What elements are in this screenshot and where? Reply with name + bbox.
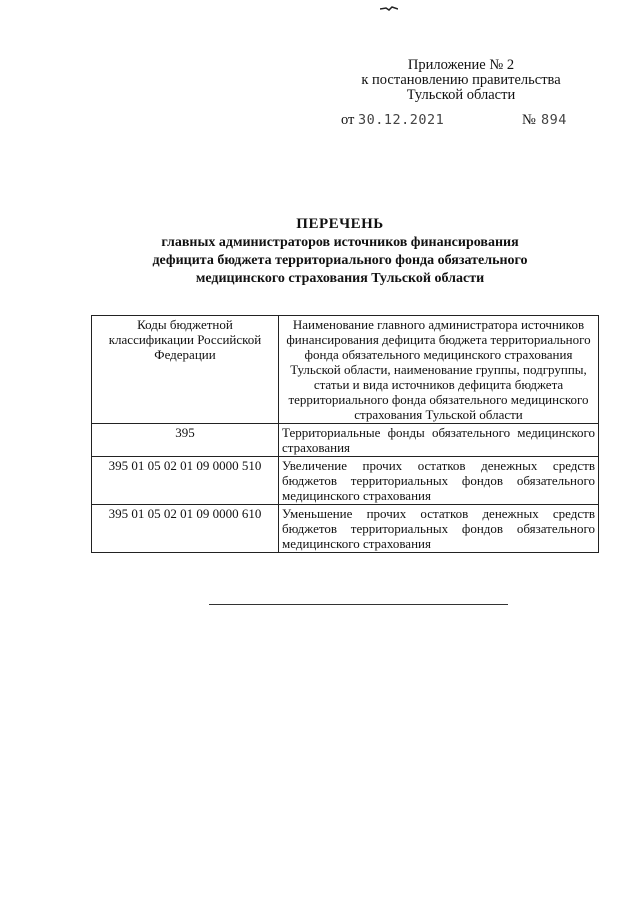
row-code: 395 01 05 02 01 09 0000 610 [92,505,279,553]
title-line-2: дефицита бюджета территориального фонда обязательного [152,253,528,268]
number-label: № [522,112,536,128]
row-name: Территориальные фонды обязательного медицинского страхования [279,424,599,457]
appendix-line-2: к постановлению правительства [361,72,561,88]
date-number-line [341,112,567,128]
table-row [92,457,599,505]
document-title [80,214,600,288]
document-number: 894 [541,112,567,128]
closing-rule [209,604,508,605]
header-names: Наименование главного администратора источников финансирования дефицита бюджета территориального фонда обязательного медицинского страхования Тульской области, наименование группы, подгруппы, статьи и вида источников дефицита бюджета территориального фонда обязательного медицинского страхования Тульской области [279,316,599,424]
row-name: Увеличение прочих остатков денежных средств бюджетов территориальных фондов обязательного медицинского страхования [279,457,599,505]
table-row [92,505,599,553]
row-name: Уменьшение прочих остатков денежных средств бюджетов территориальных фондов обязательного медицинского страхования [279,505,599,553]
title-line-1: главных администраторов источников финансирования [161,235,519,250]
header-codes: Коды бюджетной классификации Российской Федерации [92,316,279,424]
appendix-line-3: Тульской области [406,87,516,103]
row-code: 395 01 05 02 01 09 0000 510 [92,457,279,505]
title-line-3: медицинского страхования Тульской области [195,271,485,286]
date-from-label: от [341,112,355,128]
appendix-header [330,58,592,103]
appendix-line-1: Приложение № 2 [407,57,515,73]
table-header-row [92,316,599,424]
table-row [92,424,599,457]
document-date: 30.12.2021 [358,112,445,128]
row-code: 395 [92,424,279,457]
scan-mark-icon [380,6,398,12]
administrators-table [91,315,599,553]
title-heading: ПЕРЕЧЕНЬ [296,216,384,232]
